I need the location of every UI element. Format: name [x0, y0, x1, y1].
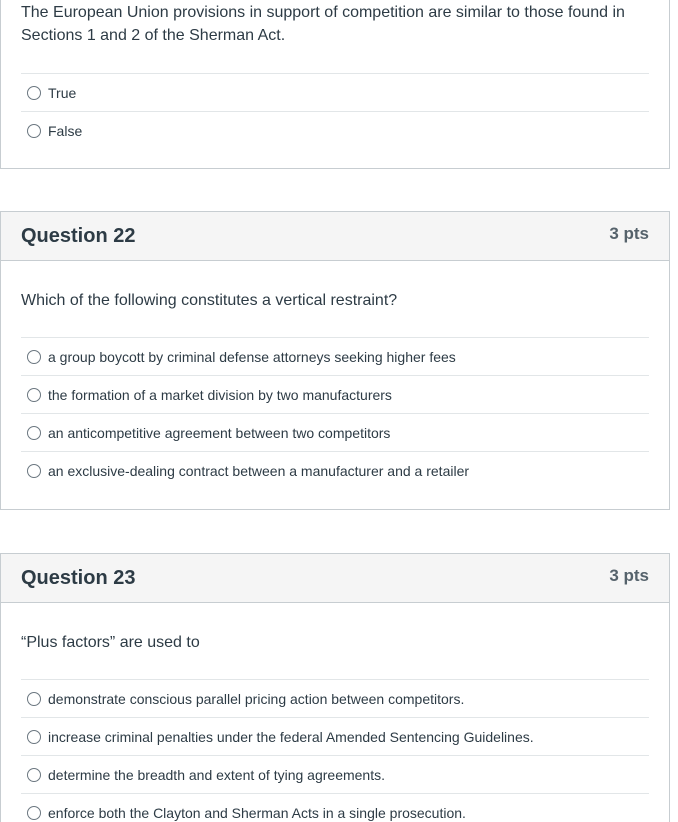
- answer-option-false[interactable]: [21, 112, 649, 149]
- answer-list: [21, 337, 649, 489]
- answer-option[interactable]: [21, 452, 649, 489]
- answer-label: demonstrate conscious parallel pricing action between competitors.: [48, 690, 465, 707]
- answer-label: an exclusive-dealing contract between a manufacturer and a retailer: [48, 462, 470, 479]
- question-points: 3 pts: [609, 224, 649, 243]
- answer-option[interactable]: [21, 718, 649, 756]
- answer-label: True: [48, 84, 77, 101]
- answer-label: False: [48, 122, 83, 139]
- answer-option[interactable]: [21, 338, 649, 376]
- radio-button[interactable]: [27, 350, 41, 364]
- question-text: “Plus factors” are used to: [21, 634, 200, 651]
- question-text: Which of the following constitutes a vertical restraint?: [21, 292, 398, 309]
- question-points: 3 pts: [609, 566, 649, 585]
- radio-button[interactable]: [27, 426, 41, 440]
- answer-list: [21, 679, 649, 822]
- question-card-21: [0, 0, 670, 169]
- question-header: [1, 212, 669, 261]
- radio-button[interactable]: [27, 124, 41, 138]
- question-header: [1, 554, 669, 603]
- answer-label: the formation of a market division by two manufacturers: [48, 386, 392, 403]
- radio-button[interactable]: [27, 806, 41, 820]
- answer-option[interactable]: [21, 376, 649, 414]
- radio-button[interactable]: [27, 730, 41, 744]
- question-card-22: [0, 211, 670, 510]
- question-card-23: [0, 553, 670, 822]
- answer-label: an anticompetitive agreement between two competitors: [48, 424, 391, 441]
- answer-label: increase criminal penalties under the federal Amended Sentencing Guidelines.: [48, 728, 534, 745]
- answer-label: a group boycott by criminal defense attorneys seeking higher fees: [48, 348, 456, 365]
- answer-label: determine the breadth and extent of tying agreements.: [48, 766, 385, 783]
- radio-button[interactable]: [27, 768, 41, 782]
- answer-list: [21, 73, 649, 149]
- answer-option[interactable]: [21, 680, 649, 718]
- question-text: The European Union provisions in support of competition are similar to those found in Sections 1 and 2 of the Sherman Act.: [21, 4, 625, 44]
- radio-button[interactable]: [27, 388, 41, 402]
- answer-option[interactable]: [21, 794, 649, 822]
- answer-option[interactable]: [21, 756, 649, 794]
- answer-option-true[interactable]: [21, 74, 649, 112]
- radio-button[interactable]: [27, 692, 41, 706]
- radio-button[interactable]: [27, 86, 41, 100]
- question-title: Question 23: [21, 567, 136, 589]
- radio-button[interactable]: [27, 464, 41, 478]
- answer-option[interactable]: [21, 414, 649, 452]
- answer-label: enforce both the Clayton and Sherman Acts in a single prosecution.: [48, 804, 466, 821]
- question-title: Question 22: [21, 225, 136, 247]
